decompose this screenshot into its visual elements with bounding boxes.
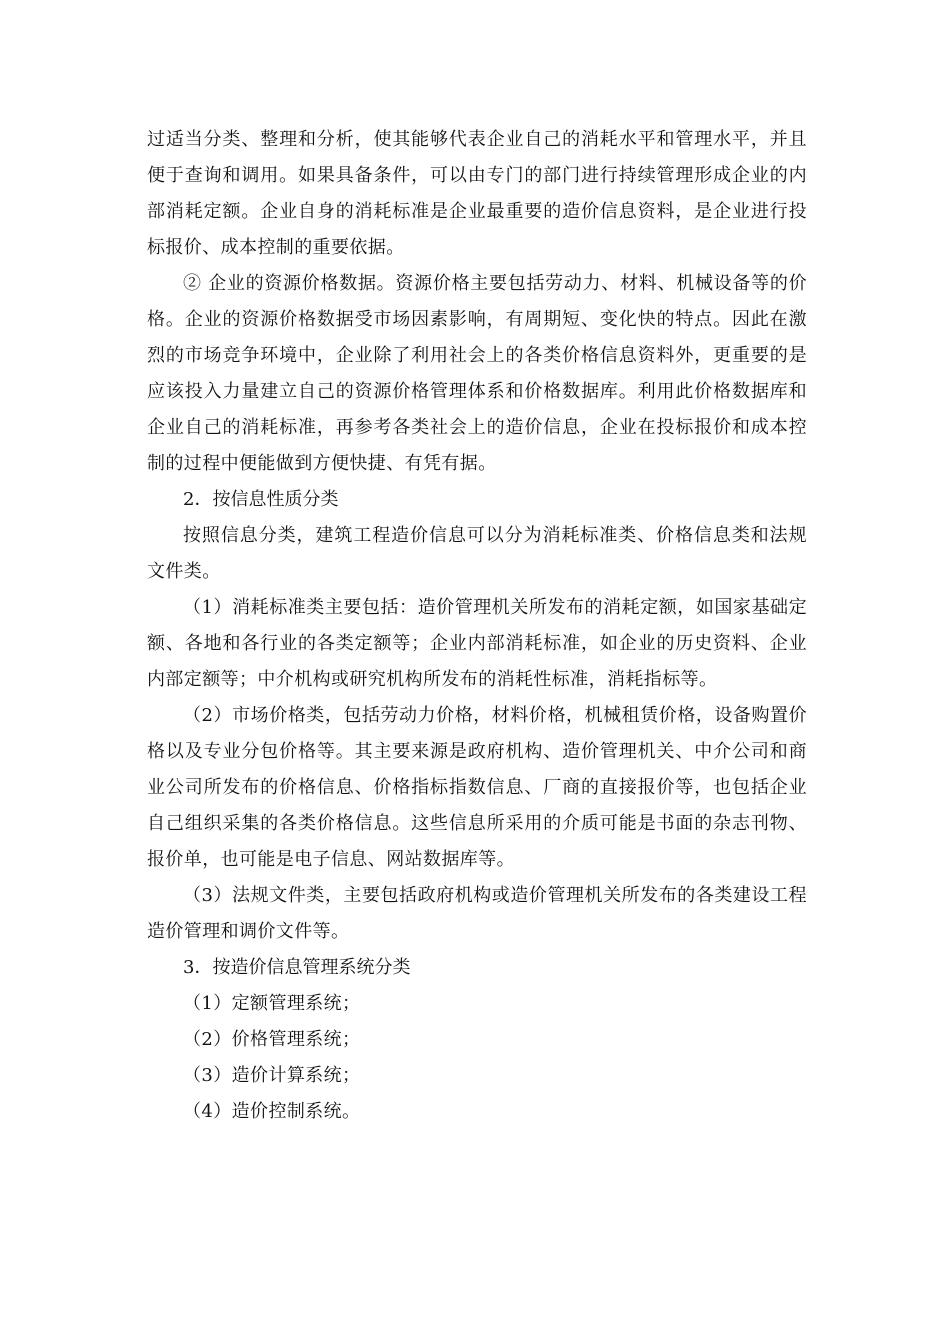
paragraph-market-price: （2）市场价格类，包括劳动力价格，材料价格，机械租赁价格，设备购置价格以及专业分包价格等。其主要来源是政府机构、造价管理机关、中介公司和商业公司所发布的价格信息、价格指标指数信息、厂商的直接报价等，也包括企业自己组织采集的各类价格信息。这些信息所采用的介质可能是书面的杂志刊物、报价单，也可能是电子信息、网站数据库等。 xyxy=(147,705,807,870)
list-item: （3）造价计算系统； xyxy=(183,1065,361,1086)
list-item: （1）定额管理系统； xyxy=(183,993,361,1014)
system-list xyxy=(147,986,807,1130)
paragraph-continued: 过适当分类、整理和分析，使其能够代表企业自己的消耗水平和管理水平，并且便于查询和调用。如果具备条件，可以由专门的部门进行持续管理形成企业的内部消耗定额。企业自身的消耗标准是企业最重要的造价信息资料，是企业进行投标报价、成本控制的重要依据。 xyxy=(147,129,807,258)
paragraph-regulation-docs: （3）法规文件类，主要包括政府机构或造价管理机关所发布的各类建设工程造价管理和调价文件等。 xyxy=(147,885,807,942)
paragraph-resource-price: ② 企业的资源价格数据。资源价格主要包括劳动力、材料、机械设备等的价格。企业的资源价格数据受市场因素影响，有周期短、变化快的特点。因此在激烈的市场竞争环境中，企业除了利用社会上的各类价格信息资料外，更重要的是应该投入力量建立自己的资源价格管理体系和价格数据库。利用此价格数据库和企业自己的消耗标准，再参考各类社会上的造价信息，企业在投标报价和成本控制的过程中便能做到方便快捷、有凭有据。 xyxy=(147,273,807,474)
list-item: （4）造价控制系统。 xyxy=(183,1101,361,1122)
section-heading-2: 2．按信息性质分类 xyxy=(183,489,339,510)
document-body xyxy=(147,122,807,1130)
paragraph-consumption-standard: （1）消耗标准类主要包括：造价管理机关所发布的消耗定额，如国家基础定额、各地和各行业的各类定额等；企业内部消耗标准，如企业的历史资料、企业内部定额等；中介机构或研究机构所发布的消耗性标准，消耗指标等。 xyxy=(147,597,807,690)
list-item: （2）价格管理系统； xyxy=(183,1029,361,1050)
paragraph-classification-intro: 按照信息分类，建筑工程造价信息可以分为消耗标准类、价格信息类和法规文件类。 xyxy=(147,525,807,582)
section-heading-3: 3．按造价信息管理系统分类 xyxy=(183,957,411,978)
